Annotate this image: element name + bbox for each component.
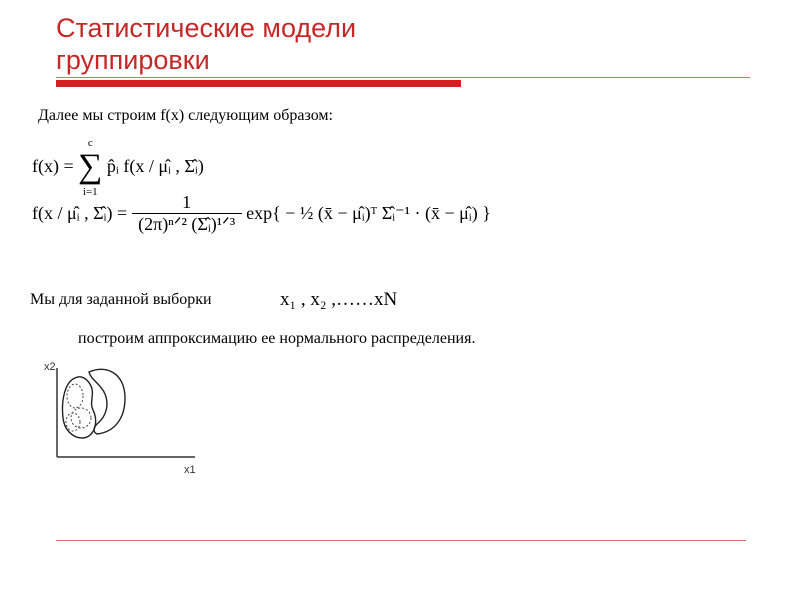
cluster-right-outline [89, 369, 125, 434]
cluster-left-inner-3 [66, 413, 80, 431]
cluster-left-inner-1 [67, 384, 83, 408]
cluster-figure [45, 360, 225, 490]
formula2-exponent: exp{ − ½ (x̄ − μ̂ᵢ)ᵀ Σ̂ᵢ⁻¹ · (x̄ − μ̂ᵢ) } [246, 203, 491, 223]
formula-mixture [32, 138, 204, 198]
sample-vars: x₁ , x₂ ,……xN [280, 289, 398, 310]
approx-text: построим аппроксимацию ее нормального распределения. [78, 330, 476, 347]
formula1-sum-top: c [87, 137, 93, 149]
formula2-lhs: f(x / μ̂ᵢ , Σ̂ᵢ) = [32, 203, 128, 223]
slide-title [56, 12, 356, 76]
slide-title-line2: группировки [56, 45, 210, 75]
formula2-denominator: (2π)ⁿᐟ² (Σ̂ᵢ)¹ᐟ³ [138, 214, 236, 234]
footer-rule [56, 540, 746, 541]
formula2-numerator: 1 [132, 192, 242, 214]
intro-text: Далее мы строим f(x) следующим образом: [38, 107, 333, 124]
sample-label: Мы для заданной выборки [30, 291, 212, 308]
formula1-lhs: f(x) = [32, 156, 74, 177]
formula-normal-density [32, 192, 491, 235]
slide-title-line1: Статистические модели [56, 13, 357, 43]
y-axis-label: x2 [44, 361, 56, 373]
x-axis-label: x1 [184, 464, 196, 476]
header-accent-bar [56, 80, 461, 87]
header-rule [56, 77, 750, 78]
formula1-sum-bottom: i=1 [82, 186, 98, 198]
formula2-fraction [132, 192, 242, 235]
formula1-sum [78, 138, 102, 198]
sigma-symbol: ∑ [78, 148, 103, 185]
formula1-body: p̂ᵢ f(x / μ̂ᵢ , Σ̂ᵢ) [106, 156, 204, 177]
cluster-left-inner-2 [71, 408, 91, 428]
